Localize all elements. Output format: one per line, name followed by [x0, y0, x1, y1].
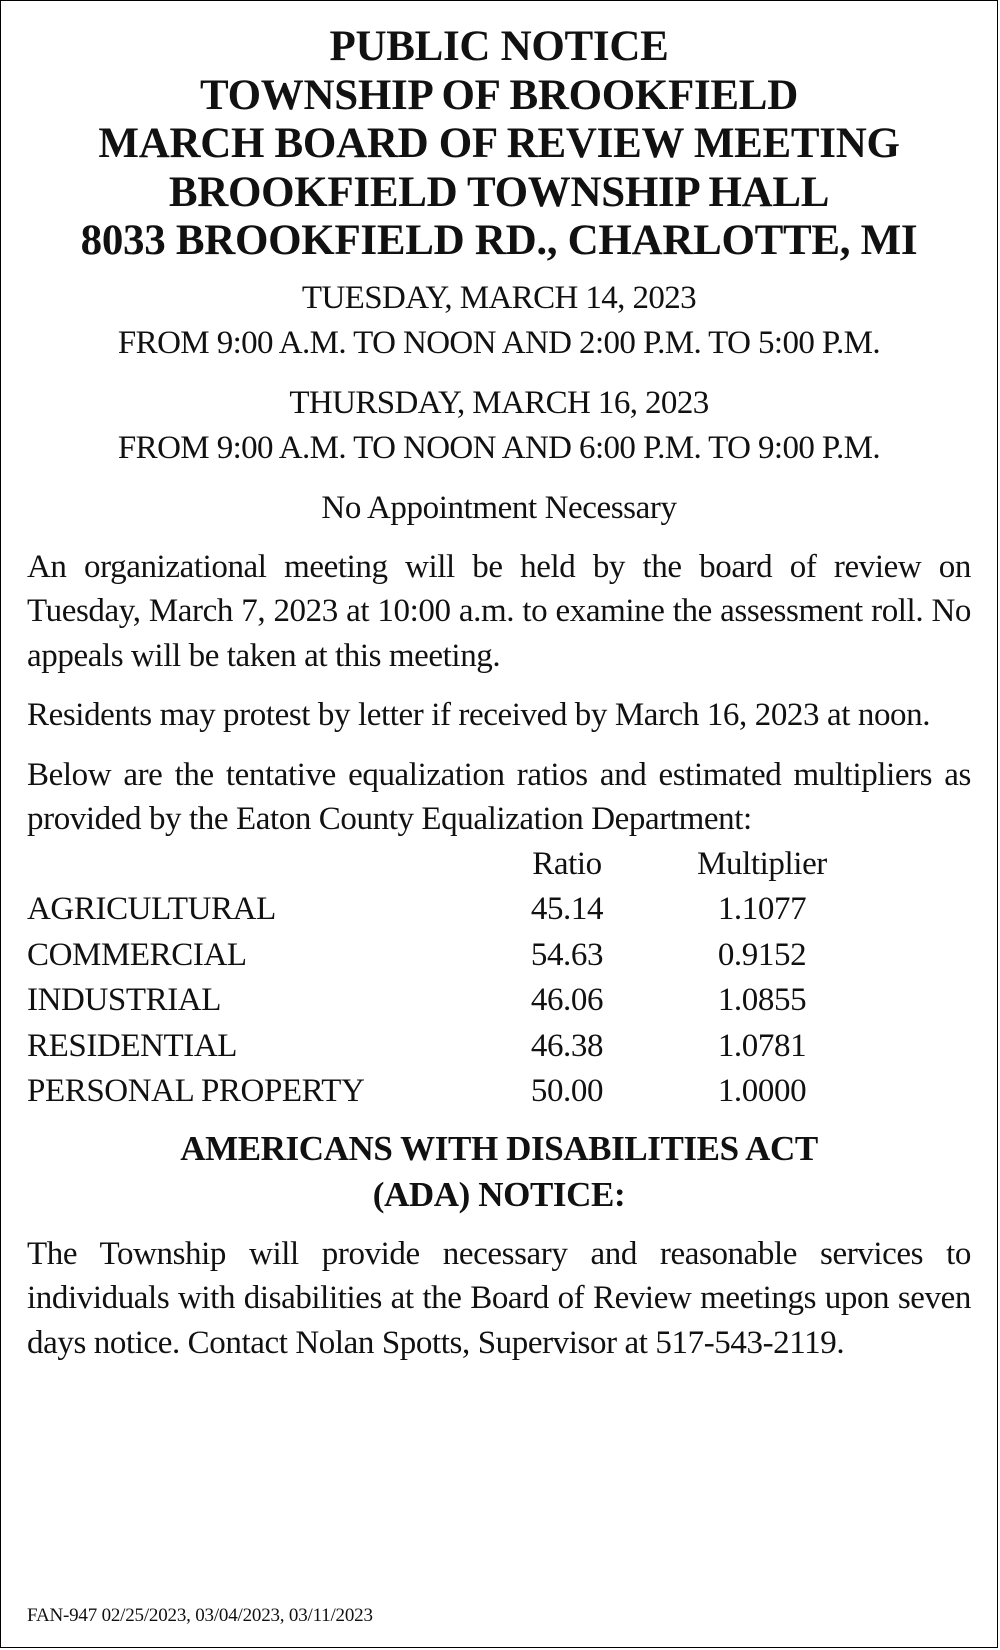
property-class: AGRICULTURAL	[27, 891, 276, 927]
ada-title-line-1: AMERICANS WITH DISABILITIES ACT	[180, 1128, 818, 1168]
ada-title-line-2: (ADA) NOTICE:	[372, 1174, 626, 1214]
ratio-value: 50.00	[530, 1073, 604, 1109]
multiplier-value: 0.9152	[717, 936, 807, 973]
header-line-public-notice: PUBLIC NOTICE	[329, 23, 669, 70]
header-line-township: TOWNSHIP OF BROOKFIELD	[200, 71, 798, 119]
multiplier-column-header: Multiplier	[697, 845, 827, 882]
session-tuesday	[27, 276, 971, 366]
multiplier-value: 1.0781	[717, 1027, 807, 1064]
table-row	[27, 887, 917, 933]
table-row	[27, 933, 917, 979]
header-line-address: 8033 BROOKFIELD RD., CHARLOTTE, MI	[80, 217, 918, 264]
property-class: RESIDENTIAL	[27, 1027, 238, 1064]
property-class: COMMERCIAL	[27, 936, 247, 973]
ratio-value: 54.63	[530, 936, 604, 973]
session-thursday	[27, 381, 971, 471]
session-hours: FROM 9:00 A.M. TO NOON AND 6:00 P.M. TO 9:00 P.M.	[117, 429, 881, 466]
table-row	[27, 1069, 917, 1115]
multiplier-value: 1.0000	[717, 1073, 807, 1109]
header-line-hall: BROOKFIELD TOWNSHIP HALL	[168, 168, 830, 216]
session-date: TUESDAY, MARCH 14, 2023	[301, 279, 697, 316]
equalization-ratios-table	[27, 842, 917, 1115]
ratios-intro-paragraph: Below are the tentative equalization ratios and estimated multipliers as provided by the Eaton County Equalization Department:	[27, 756, 971, 837]
ratio-value: 46.38	[530, 1027, 604, 1064]
organizational-meeting-paragraph: An organizational meeting will be held by the board of review on Tuesday, March 7, 2023 at 10:00 a.m. to examine the assessment roll. No appeals will be taken at this meeting.	[27, 548, 971, 674]
multiplier-value: 1.0855	[717, 982, 807, 1018]
appointment-note: No Appointment Necessary	[321, 489, 677, 526]
table-row	[27, 978, 917, 1024]
publication-footer: FAN-947 02/25/2023, 03/04/2023, 03/11/2023	[27, 1605, 373, 1626]
class-column-header	[27, 842, 527, 888]
multiplier-value: 1.1077	[717, 891, 807, 927]
ratio-value: 45.14	[530, 891, 604, 927]
ada-notice-body: The Township will provide necessary and reasonable services to individuals with disabilities at the Board of Review meetings upon seven days notice. Contact Nolan Spotts, Supervisor at 517-543-2119.	[27, 1235, 971, 1361]
session-hours: FROM 9:00 A.M. TO NOON AND 2:00 P.M. TO 5:00 P.M.	[117, 324, 881, 361]
table-header-row	[27, 842, 917, 888]
session-date: THURSDAY, MARCH 16, 2023	[289, 384, 709, 421]
notice-header	[27, 23, 971, 266]
property-class: INDUSTRIAL	[27, 982, 221, 1018]
ratio-column-header: Ratio	[532, 845, 602, 882]
ada-notice-title	[27, 1126, 971, 1218]
header-line-meeting: MARCH BOARD OF REVIEW MEETING	[98, 120, 900, 167]
protest-paragraph: Residents may protest by letter if received by March 16, 2023 at noon.	[27, 697, 931, 733]
ratio-value: 46.06	[530, 982, 604, 1018]
property-class: PERSONAL PROPERTY	[27, 1073, 365, 1109]
table-row	[27, 1024, 917, 1070]
